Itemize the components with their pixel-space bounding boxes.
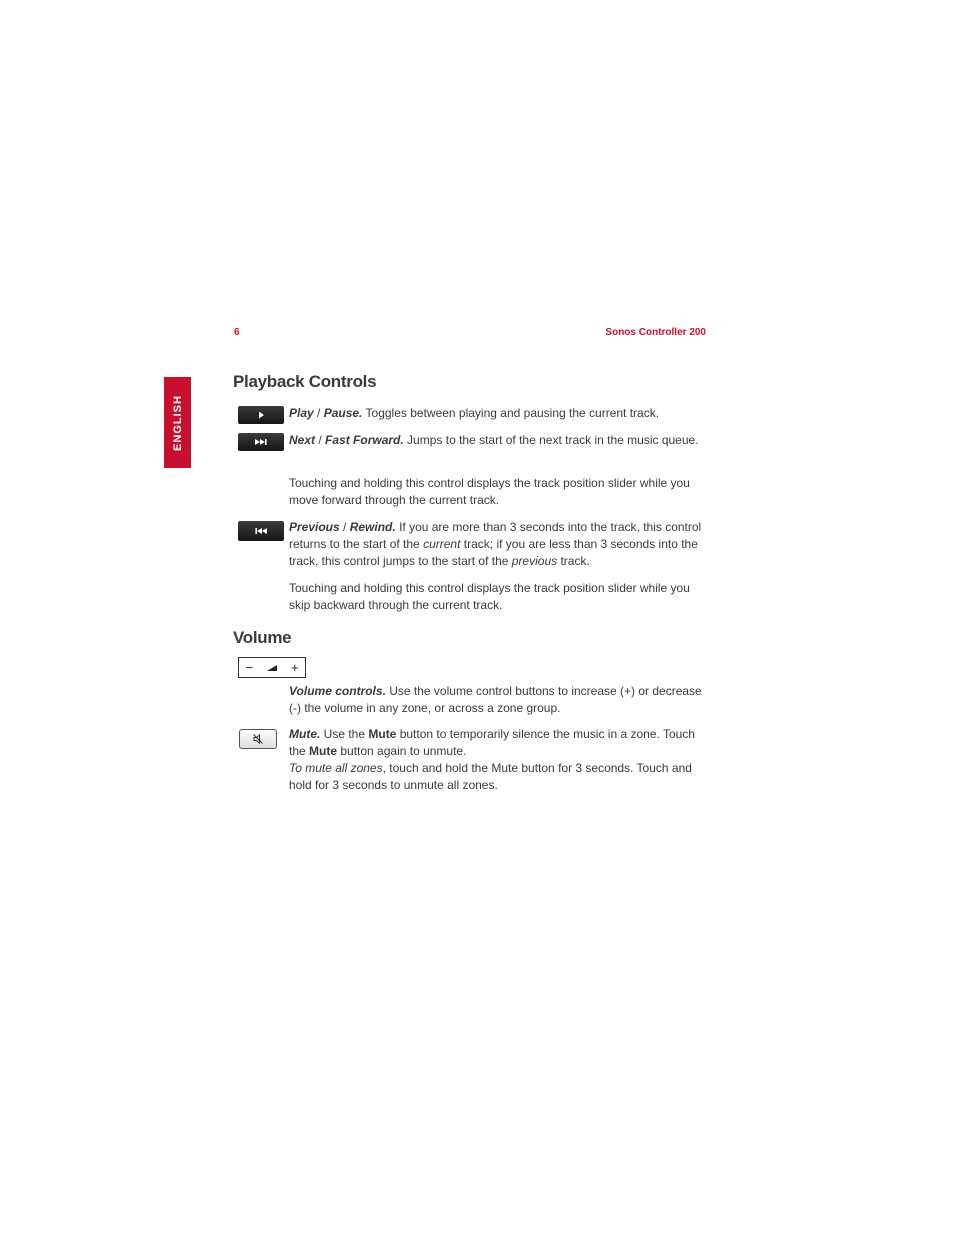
volume-control-image: [238, 657, 306, 678]
mute-description: Mute. Use the Mute button to temporarily silence the music in a zone. Touch the Mute button again to unmute. To mute all zones, touch and hold the Mute button for 3 seconds. Touch and hold for 3 seconds to unmute all zones.: [289, 727, 695, 792]
volume-plus-label: +: [290, 660, 299, 675]
running-header: Sonos Controller 200: [605, 327, 706, 338]
term-fast-forward: Fast Forward.: [325, 433, 404, 447]
term-pause: Pause.: [323, 406, 363, 420]
play-pause-button-image: [238, 406, 284, 424]
next-description: Next / Fast Forward. Jumps to the start of the next track in the music queue.: [289, 433, 699, 447]
term-previous: Previous: [289, 520, 340, 534]
section-heading-playback: Playback Controls: [233, 372, 377, 391]
next-button-image: [238, 433, 284, 451]
term-mute: Mute.: [289, 727, 321, 741]
play-icon: [256, 410, 266, 420]
previous-hold-note: Touching and holding this control displays the track position slider while you skip backward through the current track.: [289, 581, 690, 612]
previous-track-icon: [253, 526, 269, 536]
language-tab-label: ENGLISH: [171, 394, 184, 451]
page-number: 6: [234, 327, 240, 338]
volume-controls-description: Volume controls. Use the volume control buttons to increase (+) or decrease (-) the volume in any zone, or across a zone group.: [289, 684, 702, 715]
term-rewind: Rewind.: [349, 520, 396, 534]
section-heading-volume: Volume: [233, 628, 292, 647]
term-next: Next: [289, 433, 316, 447]
previous-description: Previous / Rewind. If you are more than 3 seconds into the track, this control returns to the start of the current track; if you are less than 3 seconds into the track, this control jumps to the start of the previous track.: [289, 520, 702, 568]
volume-ramp-icon: [266, 664, 278, 672]
previous-button-image: [238, 521, 284, 541]
language-tab: [164, 377, 191, 468]
term-play: Play: [289, 406, 314, 420]
mute-icon: [252, 733, 264, 745]
play-pause-description: Play / Pause. Toggles between playing and pausing the current track.: [289, 406, 660, 420]
term-volume-controls: Volume controls.: [289, 684, 386, 698]
mute-button-image: [239, 729, 277, 749]
next-hold-note: Touching and holding this control displays the track position slider while you move forward through the current track.: [289, 476, 690, 507]
next-track-icon: [253, 437, 269, 447]
volume-minus-label: −: [245, 660, 254, 675]
